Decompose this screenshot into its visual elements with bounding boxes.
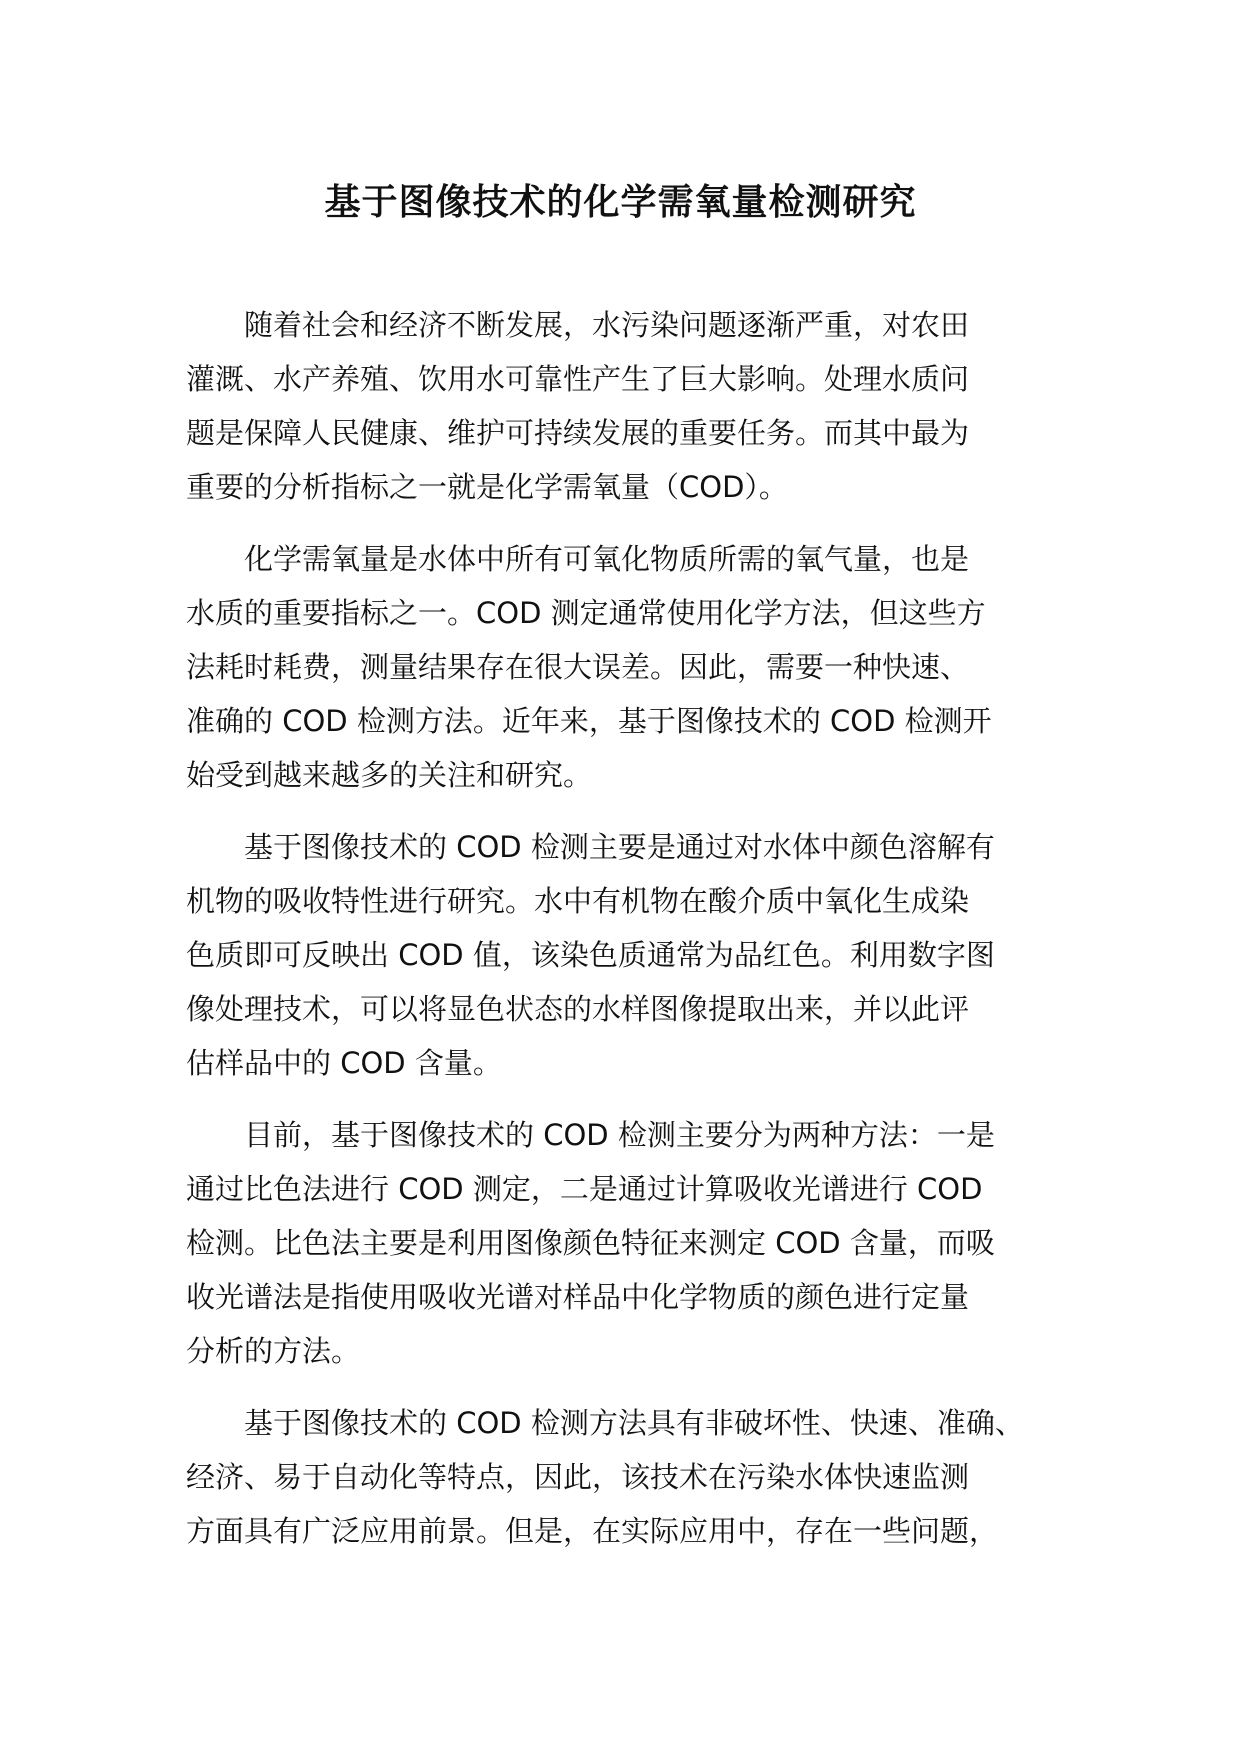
text-line: 检测。比色法主要是利用图像颜色特征来测定 COD 含量，而吸 <box>186 1226 995 1260</box>
paragraph-5 <box>186 1396 1086 1558</box>
text-line: 像处理技术，可以将显色状态的水样图像提取出来，并以此评 <box>186 992 970 1026</box>
text-line: 经济、易于自动化等特点，因此，该技术在污染水体快速监测 <box>186 1460 970 1494</box>
text-line: 通过比色法进行 COD 测定，二是通过计算吸收光谱进行 COD <box>186 1172 983 1206</box>
text-line: 目前，基于图像技术的 COD 检测主要分为两种方法：一是 <box>244 1118 995 1152</box>
text-line: 分析的方法。 <box>186 1334 361 1368</box>
paragraph-1 <box>186 298 1086 514</box>
text-line: 化学需氧量是水体中所有可氧化物质所需的氧气量，也是 <box>244 542 970 576</box>
paragraph-4 <box>186 1108 1086 1378</box>
text-line: 收光谱法是指使用吸收光谱对样品中化学物质的颜色进行定量 <box>186 1280 970 1314</box>
text-line: 方面具有广泛应用前景。但是，在实际应用中，存在一些问题， <box>186 1514 999 1548</box>
text-line: 准确的 COD 检测方法。近年来，基于图像技术的 COD 检测开 <box>186 704 992 738</box>
text-line: 基于图像技术的 COD 检测主要是通过对水体中颜色溶解有 <box>244 830 995 864</box>
text-line: 重要的分析指标之一就是化学需氧量（COD）。 <box>186 470 788 504</box>
text-line: 估样品中的 COD 含量。 <box>186 1046 502 1080</box>
text-line: 色质即可反映出 COD 值，该染色质通常为品红色。利用数字图 <box>186 938 995 972</box>
paragraph-2 <box>186 532 1086 802</box>
text-line: 基于图像技术的 COD 检测方法具有非破坏性、快速、准确、 <box>244 1406 1024 1440</box>
document-body <box>186 298 1086 1576</box>
text-line: 灌溉、水产养殖、饮用水可靠性产生了巨大影响。处理水质问 <box>186 362 970 396</box>
document-title: 基于图像技术的化学需氧量检测研究 <box>324 182 917 223</box>
text-line: 始受到越来越多的关注和研究。 <box>186 758 593 792</box>
text-line: 法耗时耗费，测量结果存在很大误差。因此，需要一种快速、 <box>186 650 970 684</box>
paragraph-3 <box>186 820 1086 1090</box>
text-line: 机物的吸收特性进行研究。水中有机物在酸介质中氧化生成染 <box>186 884 970 918</box>
text-line: 题是保障人民健康、维护可持续发展的重要任务。而其中最为 <box>186 416 970 450</box>
text-line: 水质的重要指标之一。COD 测定通常使用化学方法，但这些方 <box>186 596 986 630</box>
text-line: 随着社会和经济不断发展，水污染问题逐渐严重，对农田 <box>244 308 970 342</box>
